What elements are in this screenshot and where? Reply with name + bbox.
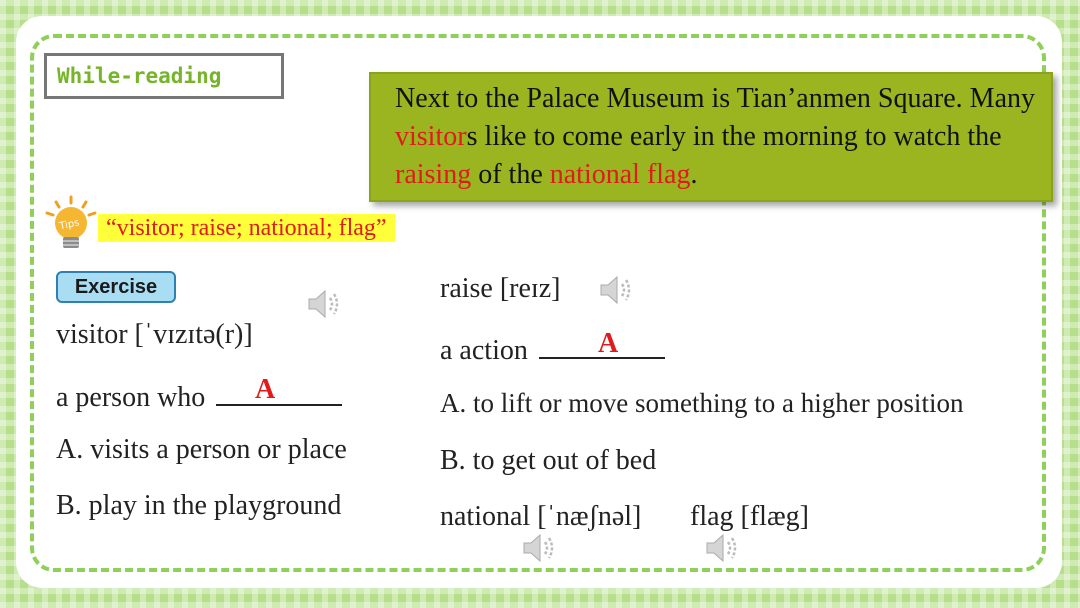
speaker-icon-raise[interactable]	[598, 274, 634, 306]
option-b-raise: B. to get out of bed	[440, 445, 657, 476]
word-visitor: visitor [ˈvɪzɪtə(r)]	[56, 319, 253, 350]
option-b-visitor: B. play in the playground	[56, 490, 342, 521]
speaker-icon-visitor[interactable]	[306, 288, 342, 320]
option-a-visitor: A. visits a person or place	[56, 434, 347, 465]
passage-segment: Next to the Palace Museum is Tian’anmen Square. Many	[395, 83, 1036, 114]
passage-text	[395, 80, 1045, 194]
section-title-box	[44, 53, 284, 99]
word-national: national [ˈnæʃnəl]	[440, 501, 642, 532]
section-title: While-reading	[57, 64, 222, 88]
tips-keywords: “visitor; raise; national; flag”	[98, 214, 395, 242]
passage-segment: of the	[471, 159, 550, 190]
exercise-label: Exercise	[56, 271, 176, 303]
option-a-raise: A. to lift or move something to a higher position	[440, 388, 964, 418]
question-visitor	[56, 376, 342, 415]
passage-segment: .	[690, 159, 698, 190]
word-flag: flag [flæg]	[690, 501, 809, 532]
question-raise	[440, 329, 665, 368]
answer-blank-visitor[interactable]	[216, 376, 342, 406]
answer-raise: A	[598, 328, 619, 359]
passage-keyword: visitor	[395, 121, 467, 152]
passage-keyword: raising	[395, 159, 472, 190]
lightbulb-tips-icon	[44, 195, 102, 257]
answer-visitor: A	[255, 374, 276, 405]
speaker-icon-flag[interactable]	[704, 532, 740, 564]
passage-segment: s like to come early in the morning to watch the	[466, 121, 1002, 152]
question-visitor-prompt: a person who	[56, 382, 206, 413]
passage-box	[369, 72, 1053, 202]
tips-icon-label: Tips	[58, 217, 81, 233]
speaker-icon-national[interactable]	[521, 532, 557, 564]
passage-keyword: national flag	[549, 159, 691, 190]
question-raise-prompt: a action	[440, 335, 528, 366]
word-raise: raise [reɪz]	[440, 273, 561, 304]
